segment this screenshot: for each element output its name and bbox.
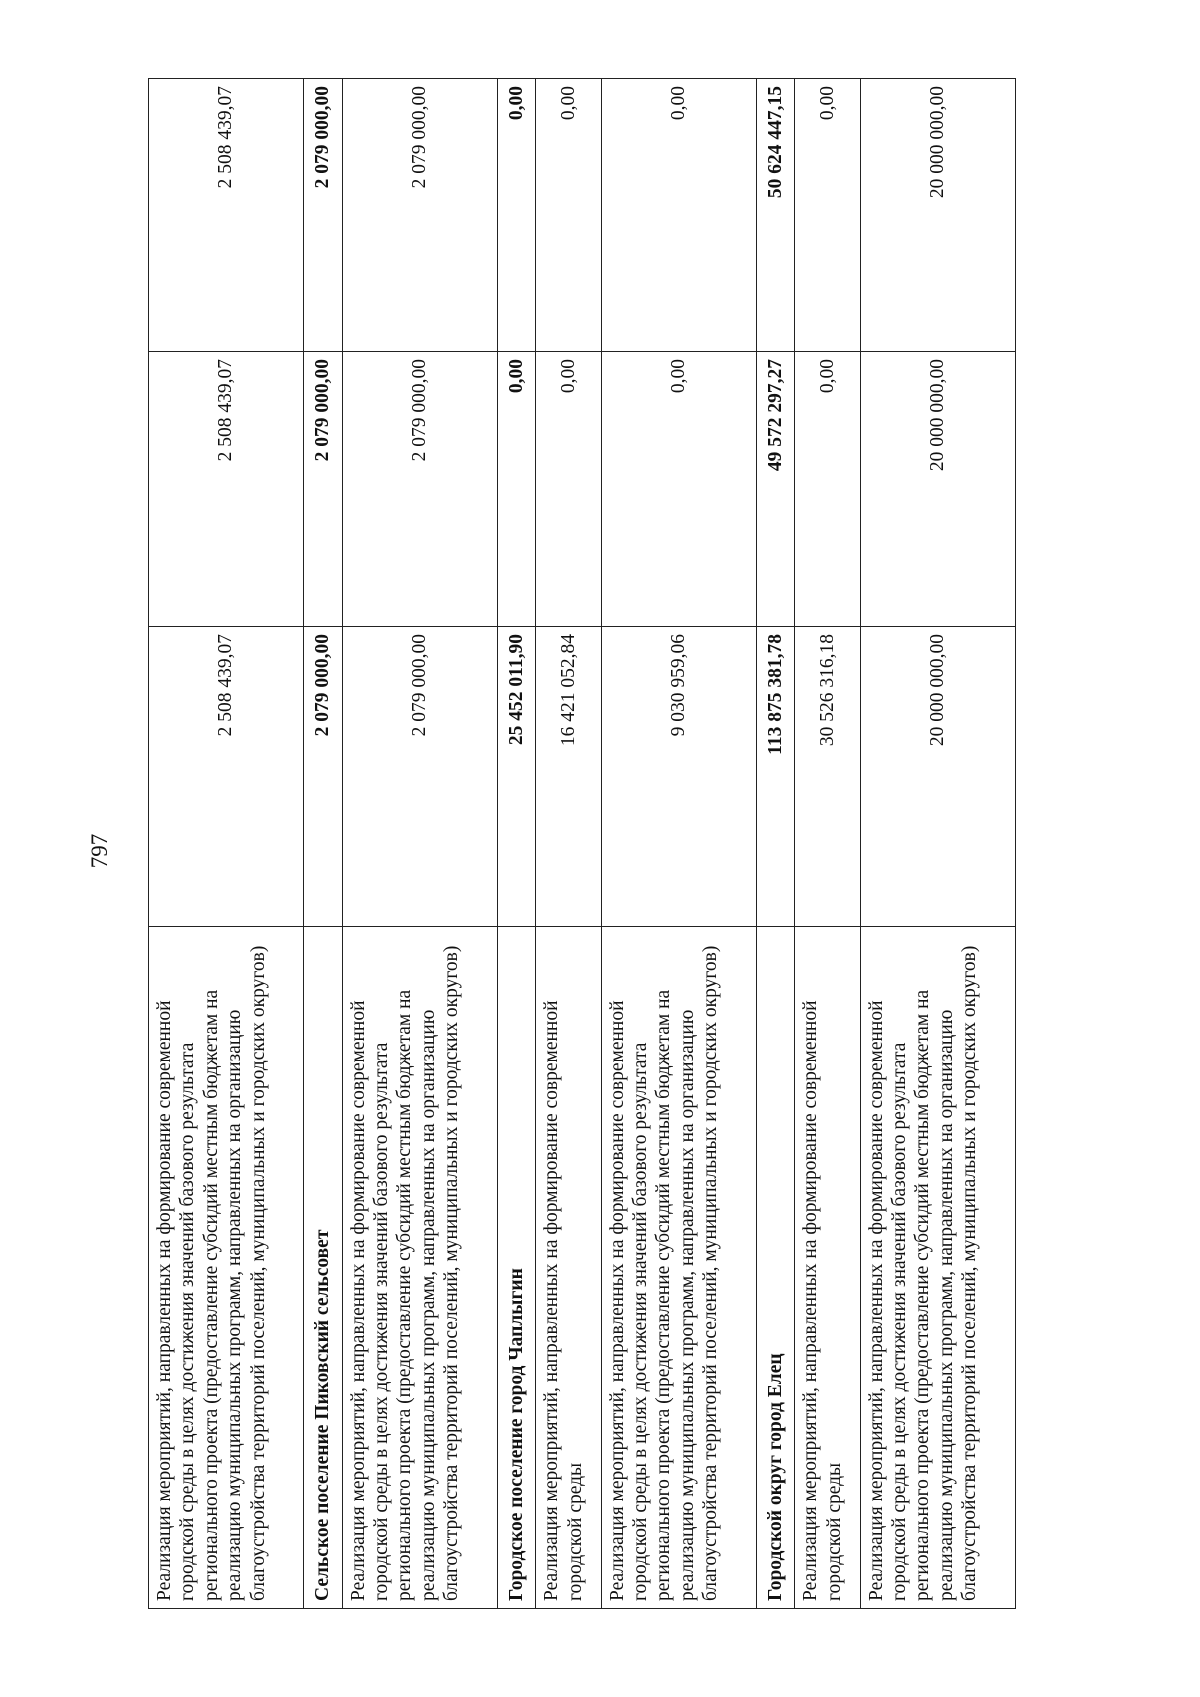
table-row (536, 79, 601, 1609)
row-description: Реализация мероприятий, направленных на формирование современной городской среды в целях достижения значений базового результата регионального проекта (предоставление субсидий местным бюджетам на реализацию муниципальных программ, направленных на организацию благоустройства территорий поселений, муниципальных и городских округов) (149, 927, 304, 1609)
amount-cell-3: 2 079 000,00 (304, 79, 342, 352)
row-description: Реализация мероприятий, направленных на формирование современной городской среды (536, 927, 601, 1609)
amount-cell-3: 0,00 (536, 79, 601, 352)
amount-cell-3: 20 000 000,00 (860, 79, 1015, 352)
table-row-municipality (304, 79, 342, 1609)
amount-cell-2: 2 508 439,07 (149, 352, 304, 627)
row-description: Реализация мероприятий, направленных на формирование современной городской среды в целях достижения значений базового результата регионального проекта (предоставление субсидий местным бюджетам на реализацию муниципальных программ, направленных на организацию благоустройства территорий поселений, муниципальных и городских округов) (342, 927, 497, 1609)
row-description: Реализация мероприятий, направленных на формирование современной городской среды (795, 927, 860, 1609)
table-row (342, 79, 497, 1609)
amount-cell-1: 2 508 439,07 (149, 627, 304, 927)
amount-cell-1: 113 875 381,78 (756, 627, 794, 927)
amount-cell-1: 25 452 011,90 (498, 627, 536, 927)
table-row-municipality (498, 79, 536, 1609)
table-row (795, 79, 860, 1609)
amount-cell-3: 0,00 (601, 79, 756, 352)
amount-cell-2: 2 079 000,00 (304, 352, 342, 627)
amount-cell-2: 0,00 (536, 352, 601, 627)
amount-cell-3: 2 079 000,00 (342, 79, 497, 352)
table-row (860, 79, 1015, 1609)
amount-cell-2: 0,00 (795, 352, 860, 627)
table-row (601, 79, 756, 1609)
amount-cell-2: 0,00 (498, 352, 536, 627)
municipality-name: Городское поселение город Чаплыгин (498, 927, 536, 1609)
amount-cell-1: 2 079 000,00 (304, 627, 342, 927)
amount-cell-2: 0,00 (601, 352, 756, 627)
amount-cell-3: 0,00 (795, 79, 860, 352)
amount-cell-3: 2 508 439,07 (149, 79, 304, 352)
amount-cell-2: 20 000 000,00 (860, 352, 1015, 627)
table-row (149, 79, 304, 1609)
municipality-name: Сельское поселение Пиковский сельсовет (304, 927, 342, 1609)
amount-cell-1: 2 079 000,00 (342, 627, 497, 927)
amount-cell-1: 20 000 000,00 (860, 627, 1015, 927)
row-description: Реализация мероприятий, направленных на формирование современной городской среды в целях достижения значений базового результата регионального проекта (предоставление субсидий местным бюджетам на реализацию муниципальных программ, направленных на организацию благоустройства территорий поселений, муниципальных и городских округов) (860, 927, 1015, 1609)
row-description: Реализация мероприятий, направленных на формирование современной городской среды в целях достижения значений базового результата регионального проекта (предоставление субсидий местным бюджетам на реализацию муниципальных программ, направленных на организацию благоустройства территорий поселений, муниципальных и городских округов) (601, 927, 756, 1609)
amount-cell-1: 16 421 052,84 (536, 627, 601, 927)
table-row-municipality (756, 79, 794, 1609)
amount-cell-2: 49 572 297,27 (756, 352, 794, 627)
rotated-table-wrapper (148, 79, 1016, 1609)
amount-cell-3: 0,00 (498, 79, 536, 352)
budget-table (148, 78, 1016, 1609)
amount-cell-3: 50 624 447,15 (756, 79, 794, 352)
amount-cell-1: 9 030 959,06 (601, 627, 756, 927)
amount-cell-2: 2 079 000,00 (342, 352, 497, 627)
municipality-name: Городской округ город Елец (756, 927, 794, 1609)
amount-cell-1: 30 526 316,18 (795, 627, 860, 927)
page-number: 797 (87, 833, 112, 869)
